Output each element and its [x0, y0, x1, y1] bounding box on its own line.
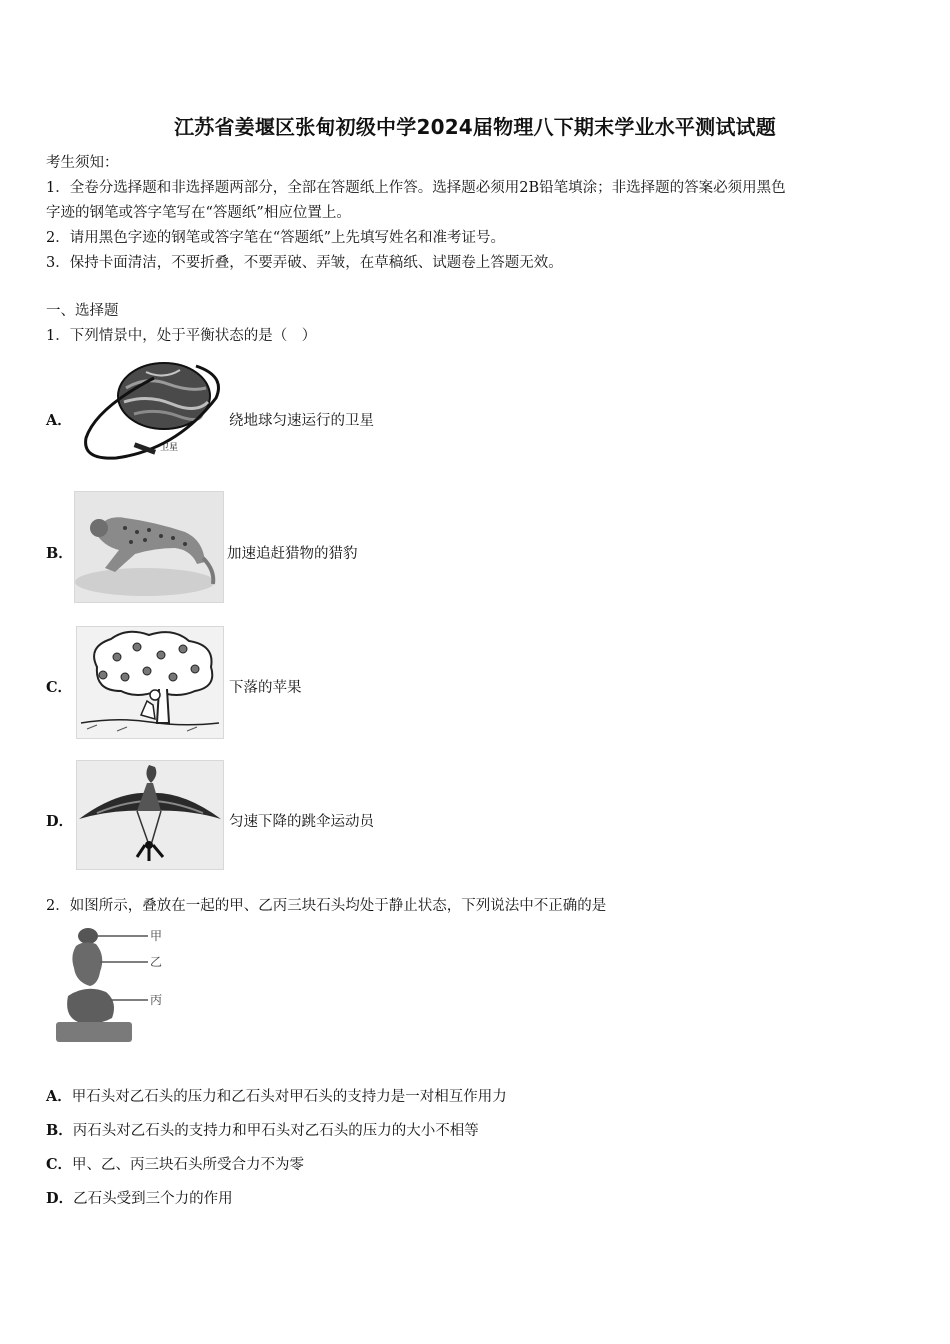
q2-option-b-letter: B． — [46, 1122, 73, 1139]
q1-option-a-letter: A． — [46, 412, 72, 429]
q2-option-a-letter: A． — [46, 1088, 72, 1105]
q1-option-d-letter: D． — [46, 813, 74, 830]
page-title: 江苏省姜堰区张甸初级中学2024届物理八下期末学业水平测试试题 — [174, 115, 776, 139]
parachutist-image — [76, 760, 224, 870]
apple-tree-image — [76, 626, 224, 739]
cheetah-image — [74, 491, 224, 603]
stone-label-jia: 甲 — [150, 929, 163, 943]
q2-option-b — [46, 1121, 479, 1141]
notice-item-2: 2．请用黑色字迹的钢笔或答字笔在“答题纸”上先填写姓名和准考证号。 — [46, 230, 506, 246]
q2-option-d-letter: D． — [46, 1190, 74, 1207]
satellite-label: 卫星 — [160, 443, 179, 453]
section-heading: 一、选择题 — [46, 303, 119, 319]
q1-option-c-letter: C． — [46, 679, 73, 696]
q1-option-c-text: 下落的苹果 — [229, 680, 302, 696]
stone-label-yi: 乙 — [150, 955, 163, 969]
q2-stem: 2．如图所示，叠放在一起的甲、乙丙三块石头均处于静止状态，下列说法中不正确的是 — [46, 898, 607, 914]
stacked-stones-figure — [50, 922, 180, 1050]
satellite-earth-image — [76, 358, 224, 466]
q2-option-c — [46, 1155, 304, 1175]
q2-option-d-text: 乙石头受到三个力的作用 — [73, 1191, 233, 1207]
q1-option-b-text: 加速追赶猎物的猎豹 — [227, 546, 358, 562]
q1-option-d-text: 匀速下降的跳伞运动员 — [229, 814, 374, 830]
q1-option-b-letter: B． — [46, 545, 73, 562]
q2-option-c-text: 甲、乙、丙三块石头所受合力不为零 — [72, 1157, 305, 1173]
notice-item-3: 3．保持卡面清洁，不要折叠，不要弄破、弄皱，在草稿纸、试题卷上答题无效。 — [46, 255, 563, 271]
q2-option-d — [46, 1189, 233, 1209]
notice-heading: 考生须知： — [46, 155, 119, 171]
q2-option-a-text: 甲石头对乙石头的压力和乙石头对甲石头的支持力是一对相互作用力 — [71, 1089, 507, 1105]
q2-option-c-letter: C． — [46, 1156, 73, 1173]
q2-option-a — [46, 1087, 507, 1107]
q1-stem: 1．下列情景中，处于平衡状态的是（ ） — [46, 328, 317, 344]
notice-item-1-cont: 字迹的钢笔或答字笔写在“答题纸”相应位置上。 — [46, 205, 351, 221]
notice-item-1: 1．全卷分选择题和非选择题两部分，全部在答题纸上作答。选择题必须用2B铅笔填涂；非选择题的答案必须用黑色 — [46, 180, 786, 196]
stone-label-bing: 丙 — [150, 993, 163, 1007]
q2-option-b-text: 丙石头对乙石头的支持力和甲石头对乙石头的压力的大小不相等 — [72, 1123, 479, 1139]
q1-option-a-text: 绕地球匀速运行的卫星 — [229, 413, 374, 429]
